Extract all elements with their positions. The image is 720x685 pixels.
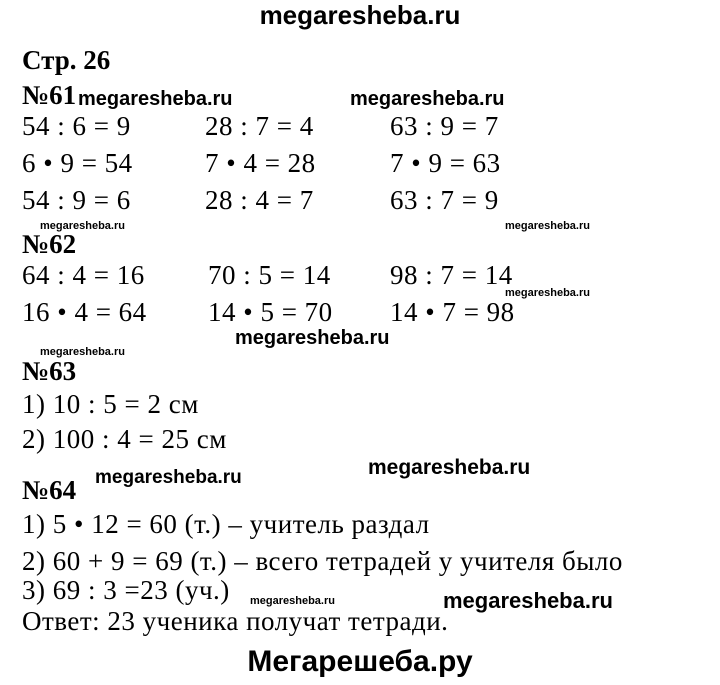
task61-equation: 54 : 6 = 9: [22, 111, 131, 141]
task61-equation: 63 : 7 = 9: [390, 185, 499, 215]
task62-number: №62: [22, 229, 77, 259]
task64-solution-line: 3) 69 : 3 =23 (уч.): [22, 575, 230, 605]
task61-equation: 54 : 9 = 6: [22, 185, 131, 215]
site-watermark: megaresheba.ru: [40, 346, 125, 358]
task64-solution-line: 2) 60 + 9 = 69 (т.) – всего тетрадей у учителя было: [22, 546, 623, 576]
task61-equation: 28 : 7 = 4: [205, 111, 314, 141]
task62-equation: 14 • 5 = 70: [208, 297, 333, 327]
site-watermark: megaresheba.ru: [443, 588, 613, 613]
site-watermark: megaresheba.ru: [235, 327, 390, 349]
task62-equation: 70 : 5 = 14: [208, 260, 331, 290]
task62-equation: 14 • 7 = 98: [390, 297, 515, 327]
task61-equation: 63 : 9 = 7: [390, 111, 499, 141]
task62-equation: 64 : 4 = 16: [22, 260, 145, 290]
page-number: Стр. 26: [22, 45, 111, 75]
task64-solution-line: 1) 5 • 12 = 60 (т.) – учитель раздал: [22, 509, 430, 539]
task64-number: №64: [22, 475, 77, 505]
task61-equation: 7 • 4 = 28: [205, 148, 316, 178]
task63-solution-line: 2) 100 : 4 = 25 см: [22, 424, 227, 454]
task63-solution-line: 1) 10 : 5 = 2 см: [22, 389, 199, 419]
task61-equation: 28 : 4 = 7: [205, 185, 314, 215]
task61-number: №61: [22, 80, 77, 110]
task62-equation: 16 • 4 = 64: [22, 297, 147, 327]
site-watermark: megaresheba.ru: [250, 595, 335, 607]
site-watermark: megaresheba.ru: [95, 467, 242, 488]
site-watermark: megaresheba.ru: [505, 220, 590, 232]
footer-brand: Мегарешеба.ру: [247, 645, 473, 678]
task62-equation: 98 : 7 = 14: [390, 260, 513, 290]
task64-answer-line: Ответ: 23 ученика получат тетради.: [22, 606, 449, 636]
task63-number: №63: [22, 356, 77, 386]
site-watermark: megaresheba.ru: [505, 287, 590, 299]
site-watermark: megaresheba.ru: [78, 88, 233, 110]
site-watermark-top: megaresheba.ru: [259, 0, 461, 30]
task61-equation: 7 • 9 = 63: [390, 148, 501, 178]
site-watermark: megaresheba.ru: [40, 220, 125, 232]
task61-equation: 6 • 9 = 54: [22, 148, 133, 178]
site-watermark: megaresheba.ru: [368, 456, 531, 479]
site-watermark: megaresheba.ru: [350, 88, 505, 110]
